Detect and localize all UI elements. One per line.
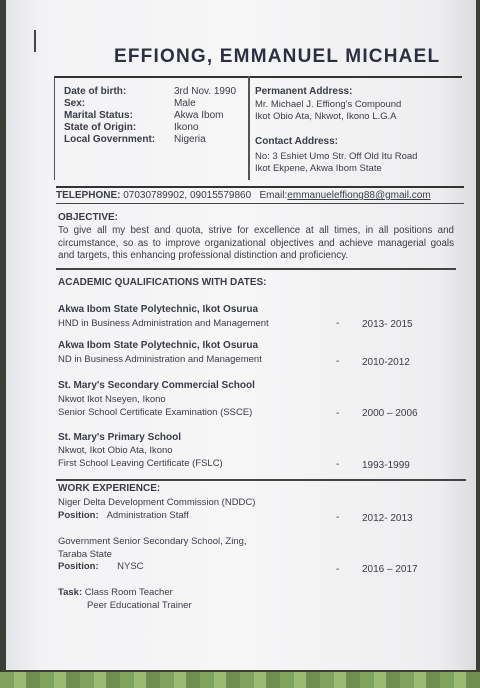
employer: Government Senior Secondary School, Zing, — [58, 536, 247, 547]
telephone-value: 07030789902, 09015579860 — [123, 190, 252, 201]
date-dash: - — [336, 512, 340, 523]
telephone-label: TELEPHONE: — [56, 190, 121, 201]
contact-address-line: No: 3 Eshiet Umo Str. Off Old Itu Road — [255, 151, 418, 162]
school-name: Akwa Ibom State Polytechnic, Ikot Osurua — [58, 340, 259, 351]
position-row — [58, 510, 189, 521]
school-name: St. Mary's Secondary Commercial School — [58, 380, 255, 391]
permanent-address-line: Ikot Obio Ata, Nkwot, Ikono L.G.A — [255, 111, 397, 122]
permanent-address-line: Mr. Michael J. Effiong's Compound — [255, 99, 402, 110]
task-row — [58, 587, 173, 598]
task-item: Class Room Teacher — [84, 587, 173, 598]
school-name: St. Mary's Primary School — [58, 432, 181, 443]
position-value: Administration Staff — [106, 510, 189, 521]
school-location: Nkwot, Ikot Obio Ata, Ikono — [58, 445, 173, 456]
divider — [56, 479, 466, 481]
info-divider — [248, 76, 250, 180]
contact-address-heading: Contact Address: — [255, 136, 338, 147]
academic-heading: ACADEMIC QUALIFICATIONS WITH DATES: — [58, 277, 267, 288]
date-dash: - — [336, 564, 340, 575]
candidate-name: EFFIONG, EMMANUEL MICHAEL — [114, 46, 441, 67]
date-dash: - — [336, 459, 340, 470]
position-value: NYSC — [117, 561, 144, 572]
pen-mark — [34, 30, 36, 52]
cv-page: EFFIONG, EMMANUEL MICHAEL Date of birth: 3rd Nov. 1990 Sex: Male Marital Status: Akwa Ibom State of Origin: Ikono Local Government: Nigeria Permanent Address: Mr. Michael J. Effiong's Compound Ikot Obio Ata, Nkwot, Ikono L.G.A Contact Address: No: 3 Eshiet Umo Str. Off Old Itu Road Ikot Ekpene, Akwa Ibom State TELEPHONE: 07030789902, 09015579860 Email:emmanueleffiong88@gmail.com OBJECTIVE: To give all my best and quota, strive for excellence at all times, in all positions and circumstance, so as to improve organizational objectives and achieve managerial goals and targets, this enhancing professional distinction and proficiency. ACADEMIC QUALIFICATIONS WITH DATES: Akwa Ibom State Polytechnic, Ikot Osurua HND in Business Administration and Management - 2013- 2015 Akwa Ibom State Polytechnic, Ikot Osurua ND in Business Administration and Management - 2010-2012 St. Mary's Secondary Commercial School Nkwot Ikot Nseyen, Ikono Senior School Certificate Examination (SSCE) - 2000 – 2006 St. Mary's Primary School Nkwot, Ikot Obio Ata, Ikono First School Leaving Certificate (FSLC) - 1993-1999 WORK EXPERIENCE: Niger Delta Development Commission (NDDC) Position: Administration Staff - 2012- 2013 Government Senior Secondary School, Zing, Taraba State Position: NYSC - 2016 – 2017 Task: Class Room Teacher Peer Educational Trainer — [6, 0, 476, 670]
divider — [56, 268, 456, 270]
position-row — [58, 561, 144, 572]
position-label: Position: — [58, 561, 99, 572]
date-dash: - — [336, 318, 340, 329]
qualification-dates: 2013- 2015 — [362, 319, 413, 330]
task-item: Peer Educational Trainer — [87, 600, 192, 611]
qualification-dates: 1993-1999 — [362, 460, 410, 471]
qualification: Senior School Certificate Examination (SSCE) — [58, 407, 253, 418]
employer: Niger Delta Development Commission (NDDC) — [58, 497, 256, 508]
qualification: HND in Business Administration and Management — [58, 318, 269, 329]
position-label: Position: — [58, 510, 99, 521]
qualification: ND in Business Administration and Management — [58, 354, 262, 365]
objective-heading: OBJECTIVE: — [58, 212, 119, 223]
date-dash: - — [336, 408, 340, 419]
contact-address-line: Ikot Ekpene, Akwa Ibom State — [255, 163, 382, 174]
email-link[interactable]: emmanueleffiong88@gmail.com — [287, 190, 431, 201]
qualification-dates: 2000 – 2006 — [362, 408, 418, 419]
telephone-bar — [56, 186, 464, 204]
email-label: Email: — [259, 190, 288, 201]
background-strip — [0, 672, 480, 688]
task-label: Task: — [58, 587, 83, 598]
school-location: Nkwot Ikot Nseyen, Ikono — [58, 394, 166, 405]
work-dates: 2012- 2013 — [362, 513, 413, 524]
permanent-address-heading: Permanent Address: — [255, 86, 353, 97]
qualification-dates: 2010-2012 — [362, 357, 410, 368]
qualification: First School Leaving Certificate (FSLC) — [58, 458, 223, 469]
date-dash: - — [336, 356, 340, 367]
work-dates: 2016 – 2017 — [362, 564, 418, 575]
employer-location: Taraba State — [58, 549, 112, 560]
objective-text: To give all my best and quota, strive for excellence at all times, in all positions and circumstance, so as to improve organizational objectives and achieve managerial goals and targets, this enhancing professional distinction and proficiency. — [58, 225, 454, 261]
school-name: Akwa Ibom State Polytechnic, Ikot Osurua — [58, 304, 259, 315]
work-heading: WORK EXPERIENCE: — [58, 483, 161, 494]
